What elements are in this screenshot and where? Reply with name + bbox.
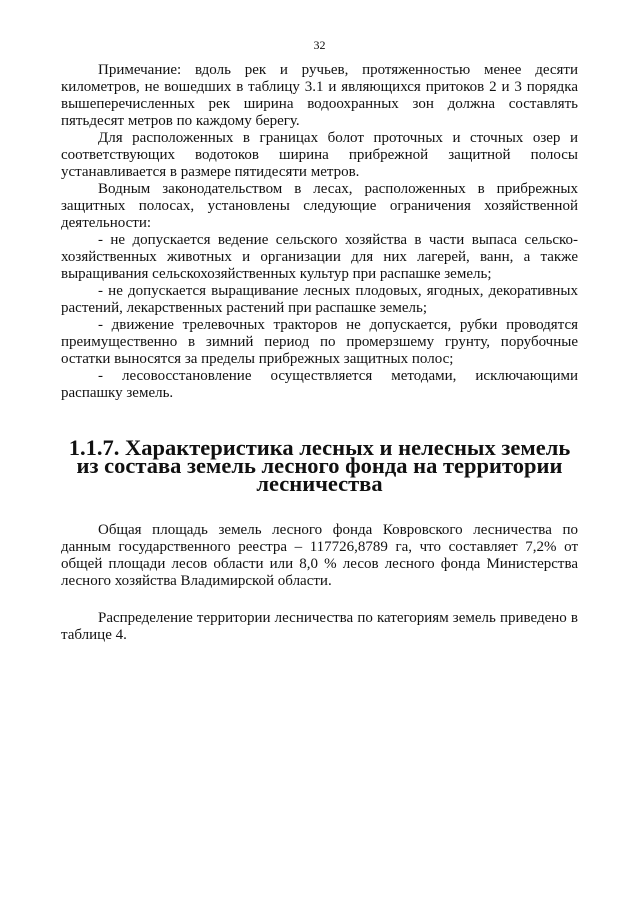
swamp-lakes-paragraph: Для расположенных в границах болот проточных и сточных озер и соответствующих водотоков ширина прибрежной защитной полосы устанавливается в размере пятидесяти метров. xyxy=(61,130,578,180)
land-distribution-paragraph: Распределение территории лесничества по категориям земель приведено в таблице 4. xyxy=(61,610,578,643)
page-body xyxy=(61,62,578,644)
restriction-list-item: - не допускается выращивание лесных плодовых, ягодных, декоративных растений, лекарственных растений при распашке земель; xyxy=(61,283,578,316)
forest-area-paragraph: Общая площадь земель лесного фонда Ковровского лесничества по данным государственного реестра – 117726,8789 га, что составляет 7,2% от общей площади лесов области или 8,0 % лесов лесного фонда Министерства лесного хозяйства Владимирской области. xyxy=(61,522,578,589)
page-number: 32 xyxy=(313,38,326,52)
restriction-list-item: - не допускается ведение сельского хозяйства в части выпаса сельско-хозяйственных животных и организации для них лагерей, ванн, а также выращивания сельскохозяйственных культур при распашке земель; xyxy=(61,232,578,282)
restrictions-intro-paragraph: Водным законодательством в лесах, расположенных в прибрежных защитных полосах, установлены следующие ограничения хозяйственной деятельности: xyxy=(61,181,578,231)
restriction-list-item: - движение трелевочных тракторов не допускается, рубки проводятся преимущественно в зимний период по промерзшему грунту, порубочные остатки выносятся за пределы прибрежных защитных полос; xyxy=(61,317,578,367)
note-paragraph: Примечание: вдоль рек и ручьев, протяженностью менее десяти километров, не вошедших в таблицу 3.1 и являющихся притоков 2 и 3 порядка вышеперечисленных рек ширина водоохранных зон должна составлять пятьдесят метров по каждому берегу. xyxy=(61,62,578,129)
restriction-list-item: - лесовосстановление осуществляется методами, исключающими распашку земель. xyxy=(61,368,578,401)
section-heading: 1.1.7. Характеристика лесных и нелесных земель из состава земель лесного фонда на территории лесничества xyxy=(68,435,571,496)
